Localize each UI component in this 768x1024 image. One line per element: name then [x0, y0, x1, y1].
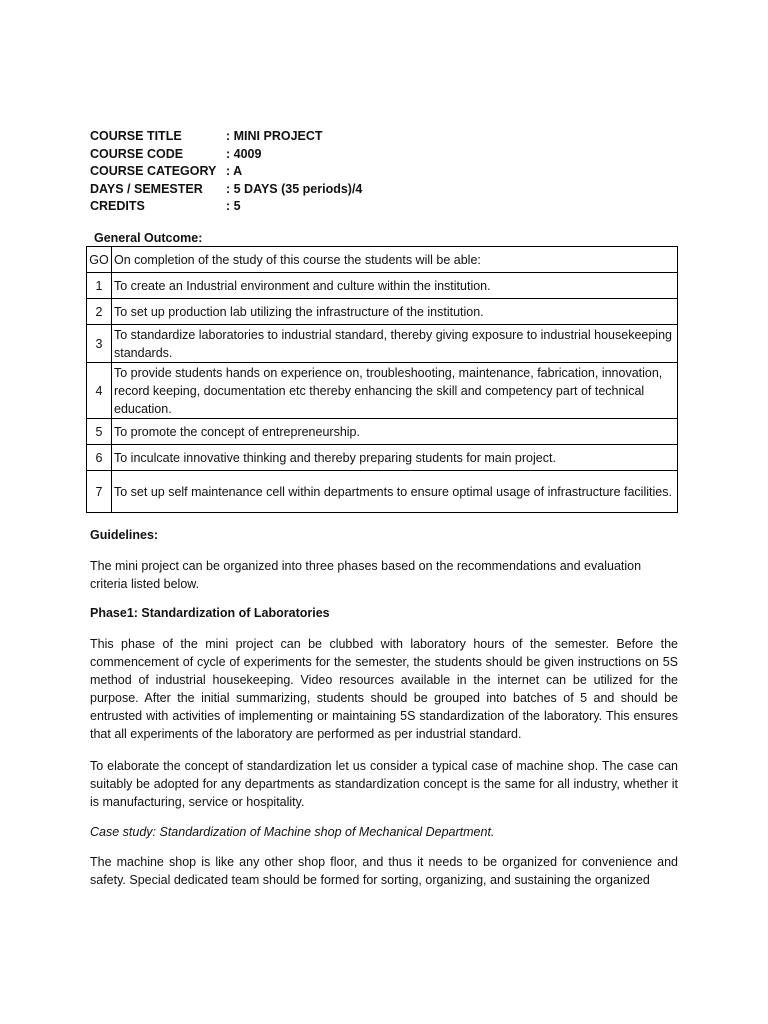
table-row — [87, 419, 678, 445]
go-text: To create an Industrial environment and culture within the institution. — [112, 273, 678, 299]
table-row — [87, 363, 678, 419]
go-number: 7 — [87, 471, 112, 513]
go-text: To inculcate innovative thinking and thereby preparing students for main project. — [112, 445, 678, 471]
course-category-label: COURSE CATEGORY — [90, 164, 217, 178]
case-study-heading: Case study: Standardization of Machine shop of Mechanical Department. — [90, 825, 495, 839]
table-row — [87, 273, 678, 299]
course-title-value: : MINI PROJECT — [226, 129, 323, 143]
go-number: 3 — [87, 325, 112, 363]
course-category-value: : A — [226, 164, 243, 178]
course-code-row — [90, 146, 362, 164]
guidelines-intro: The mini project can be organized into three phases based on the recommendations and evaluation criteria listed below. — [90, 559, 642, 591]
go-number: 2 — [87, 299, 112, 325]
table-row — [87, 445, 678, 471]
go-text: To set up production lab utilizing the infrastructure of the institution. — [112, 299, 678, 325]
course-title-label: COURSE TITLE — [90, 129, 182, 143]
days-semester-value: : 5 DAYS (35 periods)/4 — [226, 181, 363, 196]
course-category-row — [90, 163, 362, 181]
course-code-label: COURSE CODE — [90, 146, 184, 161]
go-header-text: On completion of the study of this course the students will be able: — [112, 247, 678, 273]
phase1-heading: Phase1: Standardization of Laboratories — [90, 606, 330, 620]
table-row — [87, 299, 678, 325]
go-text: To provide students hands on experience on, troubleshooting, maintenance, fabrication, innovation, record keeping, documentation etc thereby enhancing the skill and competency part of technical education. — [112, 363, 678, 419]
table-header-row — [87, 247, 678, 273]
go-text: To standardize laboratories to industrial standard, thereby giving exposure to industrial housekeeping standards. — [112, 325, 678, 363]
go-header-cell: GO — [87, 247, 112, 273]
table-row — [87, 471, 678, 513]
table-row — [87, 325, 678, 363]
standardization-paragraph: To elaborate the concept of standardization let us consider a typical case of machine shop. The case can suitably be adopted for any departments as standardization concept is the same for all industry, whether it is manufacturing, service or hospitality. — [90, 759, 678, 809]
credits-label: CREDITS — [90, 199, 145, 213]
course-title-row — [90, 128, 362, 146]
days-semester-label: DAYS / SEMESTER — [90, 181, 203, 196]
go-number: 6 — [87, 445, 112, 471]
guidelines-heading: Guidelines: — [90, 528, 159, 542]
machine-shop-paragraph: The machine shop is like any other shop floor, and thus it needs to be organized for convenience and safety. Special dedicated team should be formed for sorting, organizing, and sustaining the organized — [90, 855, 678, 887]
course-details — [90, 128, 362, 216]
general-outcome-heading: General Outcome: — [94, 231, 203, 245]
credits-value: : 5 — [226, 199, 241, 213]
phase1-paragraph: This phase of the mini project can be clubbed with laboratory hours of the semester. Before the commencement of cycle of experiments for the semester, the students should be given instructions on 5S method of industrial housekeeping. Video resources available in the internet can be utilized for the purpose. After the initial summarizing, students should be grouped into batches of 5 and should be entrusted with activities of implementing or maintaining 5S standardization of the laboratory. This ensures that all experiments of the laboratory are performed as per industrial standard. — [90, 637, 678, 741]
credits-row — [90, 198, 362, 216]
days-semester-row — [90, 181, 362, 199]
general-outcome-table — [86, 246, 678, 513]
go-number: 1 — [87, 273, 112, 299]
course-code-value: : 4009 — [226, 146, 262, 161]
go-number: 5 — [87, 419, 112, 445]
go-number: 4 — [87, 363, 112, 419]
go-text: To set up self maintenance cell within departments to ensure optimal usage of infrastructure facilities. — [112, 471, 678, 513]
go-text: To promote the concept of entrepreneurship. — [112, 419, 678, 445]
